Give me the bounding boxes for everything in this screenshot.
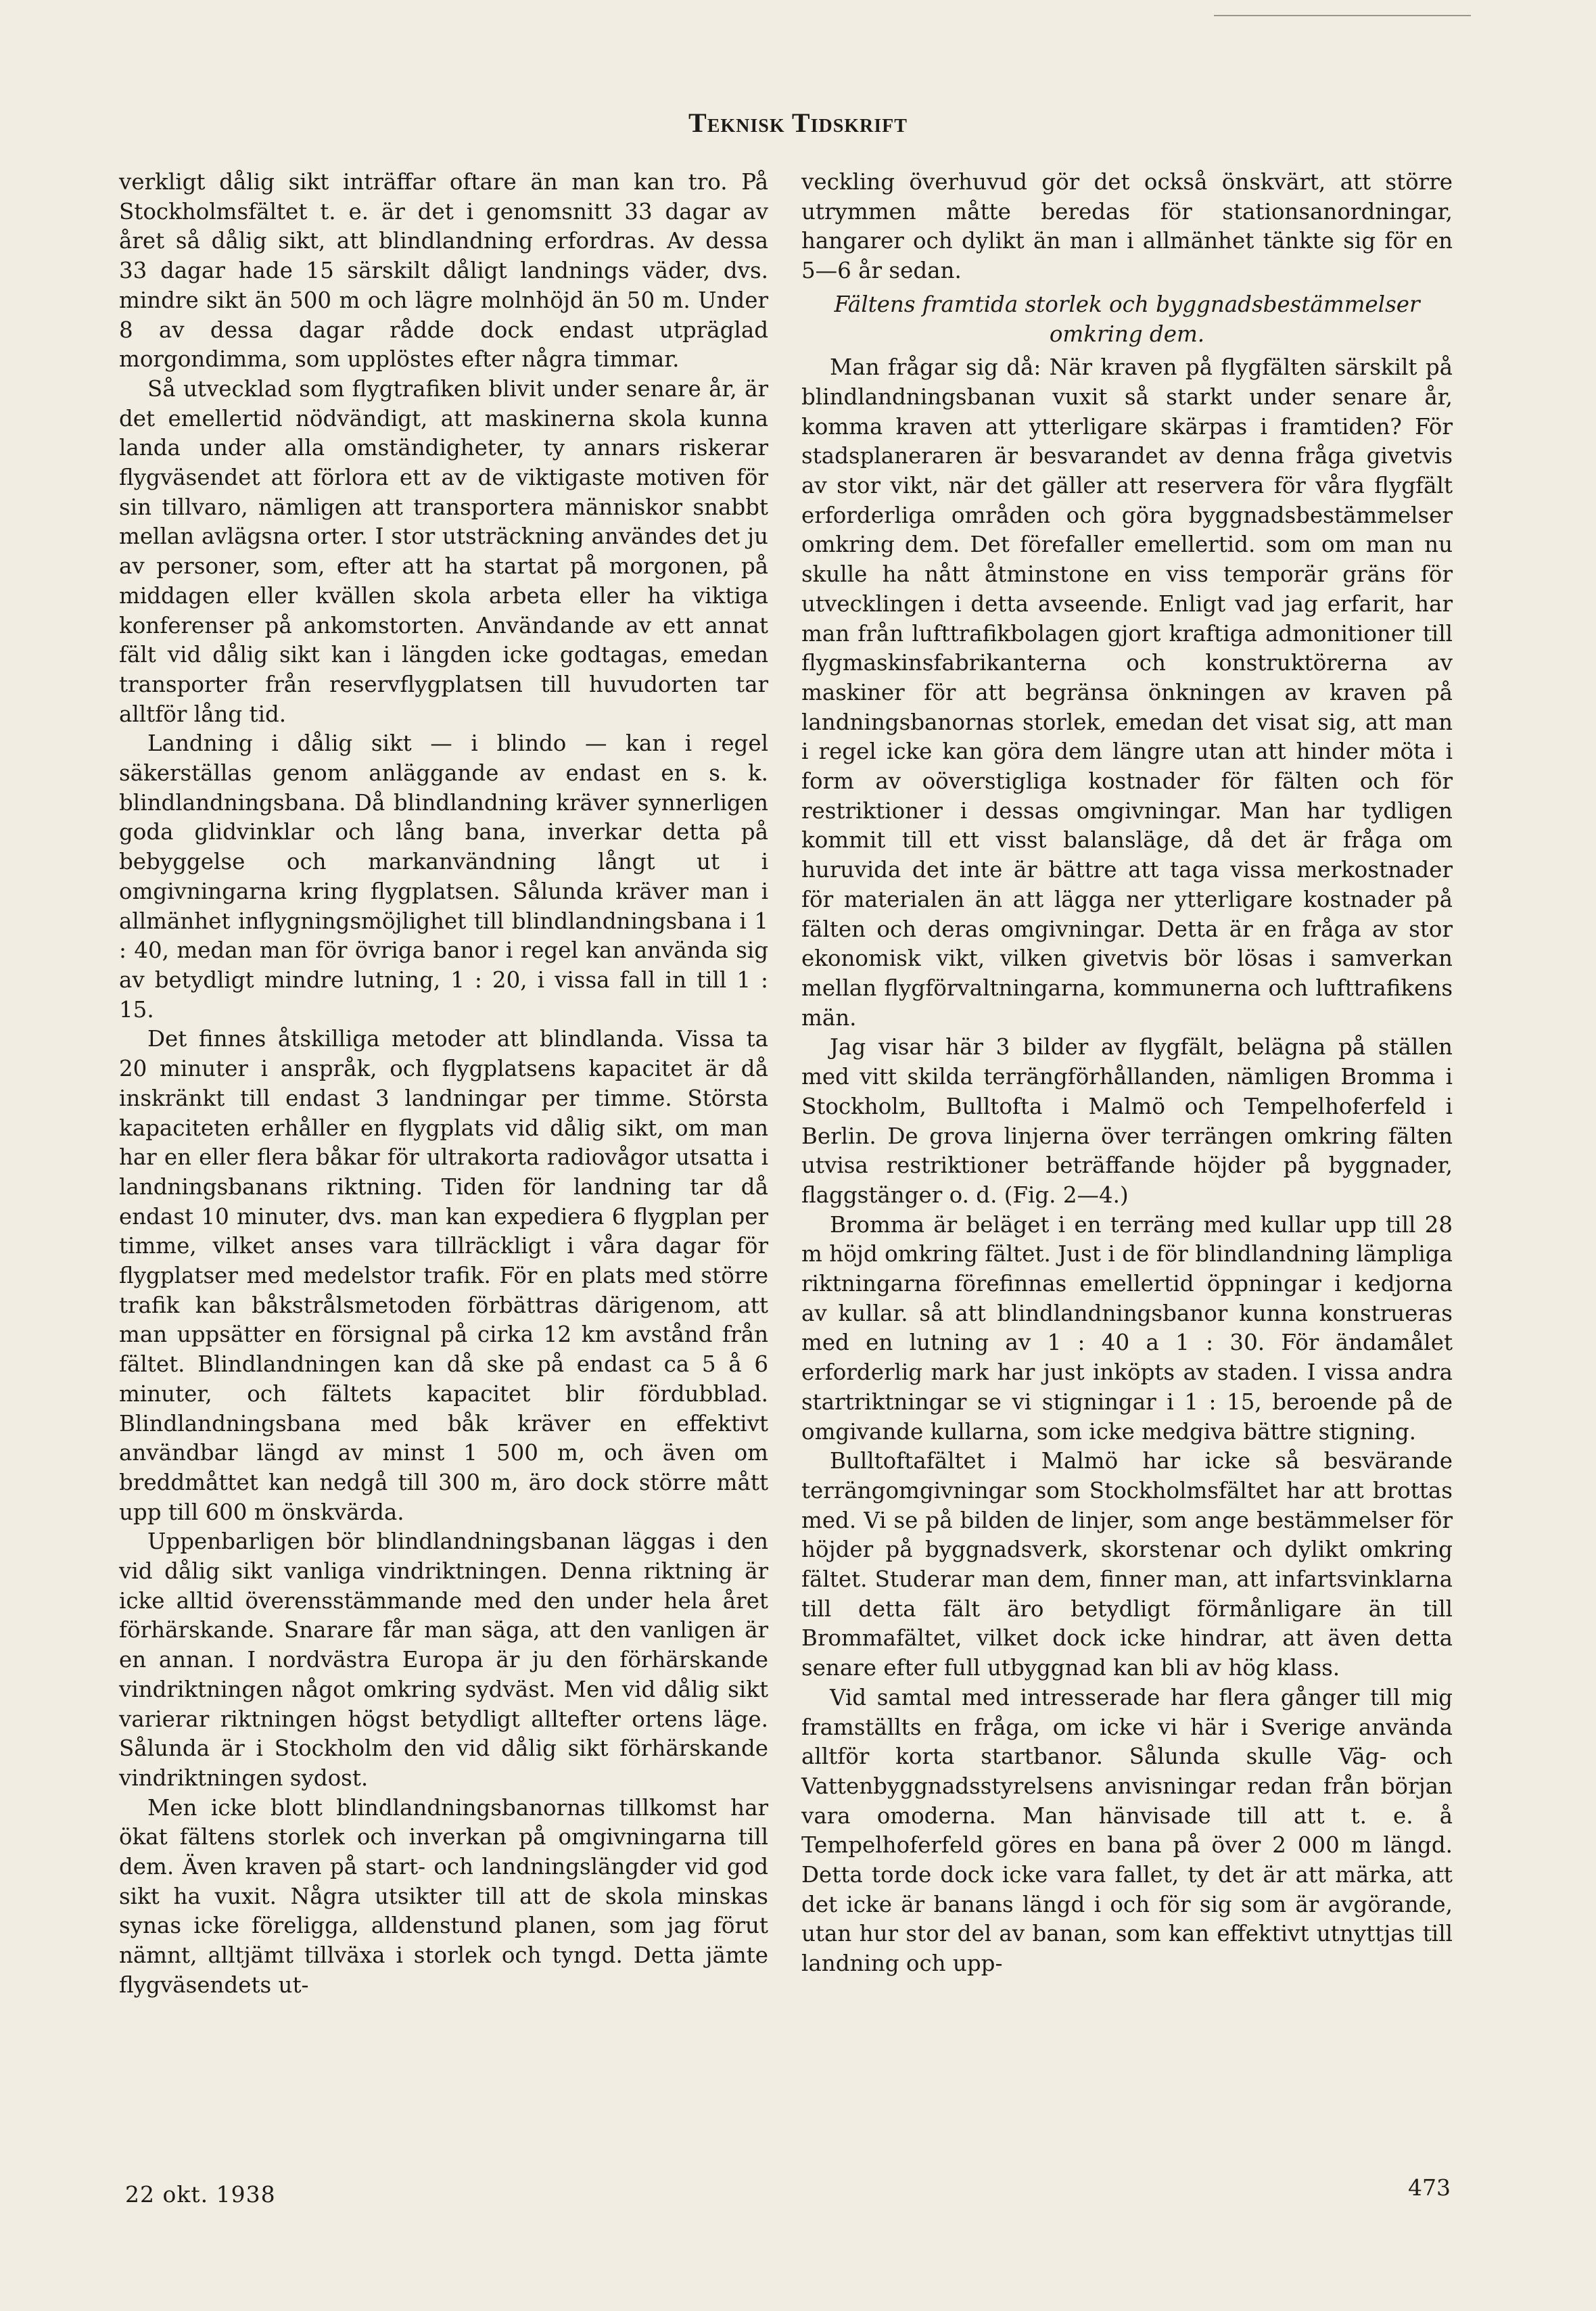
paragraph: Det finnes åtskilliga metoder att blindlanda. Vissa ta 20 minuter i anspråk, och flygplatsens kapacitet är då inskränkt till endast 3 landningar per timme. Största kapaciteten erhåller en flygplats vid dålig sikt, om man har en eller flera båkar för ultrakorta radiovågor utsatta i landningsbanans riktning. Tiden för landning tar då endast 10 minuter, dvs. man kan expediera 6 flygplan per timme, vilket anses vara tillräckligt i våra dagar för flygplatser med medelstor trafik. För en plats med större trafik kan båkstrålsmetoden förbättras därigenom, att man uppsätter en försignal på cirka 12 km avstånd från fältet. Blindlandningen kan då ske på endast ca 5 å 6 minuter, och fältets kapacitet blir fördubblad. Blindlandningsbana med båk kräver en effektivt användbar längd av minst 1 500 m, och även om breddmåttet kan nedgå till 300 m, äro dock större mått upp till 600 m önskvärda.: [119, 1026, 768, 1525]
journal-masthead: Teknisk Tidskrift: [688, 108, 908, 138]
paragraph: verkligt dålig sikt inträffar oftare än man kan tro. På Stockholmsfältet t. e. är det i genomsnitt 33 dagar av året så dålig sikt, att blindlandning erfordras. Av dessa 33 dagar hade 15 särskilt dåligt landnings väder, dvs. mindre sikt än 500 m och lägre molnhöjd än 50 m. Under 8 av dessa dagar rådde dock endast utpräglad morgondimma, som upplöstes efter några timmar.: [119, 169, 768, 373]
paragraph: Landning i dålig sikt — i blindo — kan i regel säkerställas genom anläggande av endast en s. k. blindlandningsbana. Då blindlandning kräver synnerligen goda glidvinklar och lång bana, inverkar detta på bebyggelse och markanvändning långt ut i omgivningarna kring flygplatsen. Sålunda kräver man i allmänhet inflygningsmöjlighet till blindlandningsbana i 1 : 40, medan man för övriga banor i regel kan använda sig av betydligt mindre lutning, 1 : 20, i vissa fall in till 1 : 15.: [119, 730, 768, 1023]
paragraph: Uppenbarligen bör blindlandningsbanan läggas i den vid dålig sikt vanliga vindriktningen. Denna riktning är icke alltid överensstämmande med den under hela året förhärskande. Snarare får man säga, att den vanligen är en annan. I nordvästra Europa är ju den förhärskande vindriktningen något omkring sydväst. Men vid dålig sikt varierar riktningen högst betydligt alltefter ortens läge. Sålunda är i Stockholm den vid dålig sikt förhärskande vindriktningen sydost.: [119, 1528, 768, 1791]
right-column: [801, 168, 1453, 1979]
paragraph: Bulltoftafältet i Malmö har icke så besvärande terrängomgivningar som Stockholmsfältet har att brottas med. Vi se på bilden de linjer, som ange bestämmelser för höjder på byggnadsverk, skorstenar och dylikt omkring fältet. Studerar man dem, finner man, att infartsvinklarna till detta fält äro betydligt förmånligare än till Brommafältet, vilket dock icke hindrar, att även detta senare efter full utbyggnad kan bli av hög klass.: [801, 1448, 1453, 1681]
issue-date: 22 okt. 1938: [125, 2181, 276, 2208]
paragraph: veckling överhuvud gör det också önskvärt, att större utrymmen måtte beredas för stationsanordningar, hangarer och dylikt än man i allmänhet tänkte sig för en 5—6 år sedan.: [801, 169, 1453, 284]
paragraph: Bromma är beläget i en terräng med kullar upp till 28 m höjd omkring fältet. Just i de för blindlandning lämpliga riktningarna förefinnas emellertid öppningar i kedjorna av kullar. så att blindlandningsbanor kunna konstrueras med en lutning av 1 : 40 a 1 : 30. För ändamålet erforderlig mark har just inköpts av staden. I vissa andra startriktningar se vi stigningar i 1 : 15, beroende på de omgivande kullarna, som icke medgiva bättre stigning.: [801, 1211, 1453, 1445]
section-heading: Fältens framtida storlek och byggnadsbestämmelser omkring dem.: [834, 291, 1420, 347]
page-number: 473: [1408, 2174, 1451, 2201]
paragraph: Man frågar sig då: När kraven på flygfälten särskilt på blindlandningsbanan vuxit så starkt under senare år, komma kraven att ytterligare skärpas i framtiden? För stadsplaneraren är besvarandet av denna fråga givetvis av stor vikt, när det gäller att reservera för våra flygfält erforderliga områden och göra byggnadsbestämmelser omkring dem. Det förefaller emellertid. som om man nu skulle ha nått åtminstone en viss temporär gräns för utvecklingen i detta avseende. Enligt vad jag erfarit, har man från lufttrafikbolagen gjort kraftiga admonitioner till flygmaskinsfabrikanterna och konstruktörerna av maskiner för att begränsa önkningen av kraven på landningsbanornas storlek, emedan det visat sig, att man i regel icke kan göra dem längre utan att hinder möta i form av oöverstigliga kostnader för fälten och för restriktioner i dessas omgivningar. Man har tydligen kommit till ett visst balansläge, då det är fråga om huruvida det inte är bättre att taga vissa merkostnader för materialen än att lägga ner ytterligare kostnader på fälten och deras omgivningar. Detta är en fråga av stor ekonomisk vikt, vilken givetvis bör lösas i samverkan mellan flygförvaltningarna, kommunerna och lufttrafikens män.: [801, 354, 1453, 1031]
paragraph: Men icke blott blindlandningsbanornas tillkomst har ökat fältens storlek och inverkan på omgivningarna till dem. Även kraven på start- och landningslängder vid god sikt ha vuxit. Några utsikter till att de skola minskas synas icke föreligga, alldenstund planen, som jag förut nämnt, alltjämt tillväxa i storlek och tyngd. Detta jämte flygväsendets ut-: [119, 1794, 768, 1998]
paragraph: Så utvecklad som flygtrafiken blivit under senare år, är det emellertid nödvändigt, att maskinerna skola kunna landa under alla omständigheter, ty annars riskerar flygväsendet att förlora ett av de viktigaste motiven för sin tillvaro, nämligen att transportera människor snabbt mellan avlägsna orter. I stor utsträckning användes det ju av personer, som, efter att ha startat på morgonen, på middagen eller kvällen skola arbeta eller ha viktiga konferenser på ankomstorten. Användande av ett annat fält vid dålig sikt kan i längden icke godtagas, emedan transporter från reservflygplatsen till huvudorten tar alltför lång tid.: [119, 375, 768, 727]
paragraph: Vid samtal med intresserade har flera gånger till mig framställts en fråga, om icke vi här i Sverige använda alltför korta startbanor. Sålunda skulle Väg- och Vattenbyggnadsstyrelsens anvisningar redan från början vara omoderna. Man hänvisade till att t. e. å Tempelhoferfeld göres en bana på över 2 000 m längd. Detta torde dock icke vara fallet, ty det är att märka, att det icke är banans längd i och för sig som är avgörande, utan hur stor del av banan, som kan effektivt utnyttjas till landning och upp-: [801, 1684, 1453, 1977]
top-edge-rule: [1214, 15, 1471, 16]
paragraph: Jag visar här 3 bilder av flygfält, belägna på ställen med vitt skilda terrängförhållanden, nämligen Bromma i Stockholm, Bulltofta i Malmö och Tempelhoferfeld i Berlin. De grova linjerna över terrängen omkring fälten utvisa restriktioner beträffande höjder på byggnader, flaggstänger o. d. (Fig. 2—4.): [801, 1034, 1453, 1208]
left-column: [119, 168, 768, 2001]
